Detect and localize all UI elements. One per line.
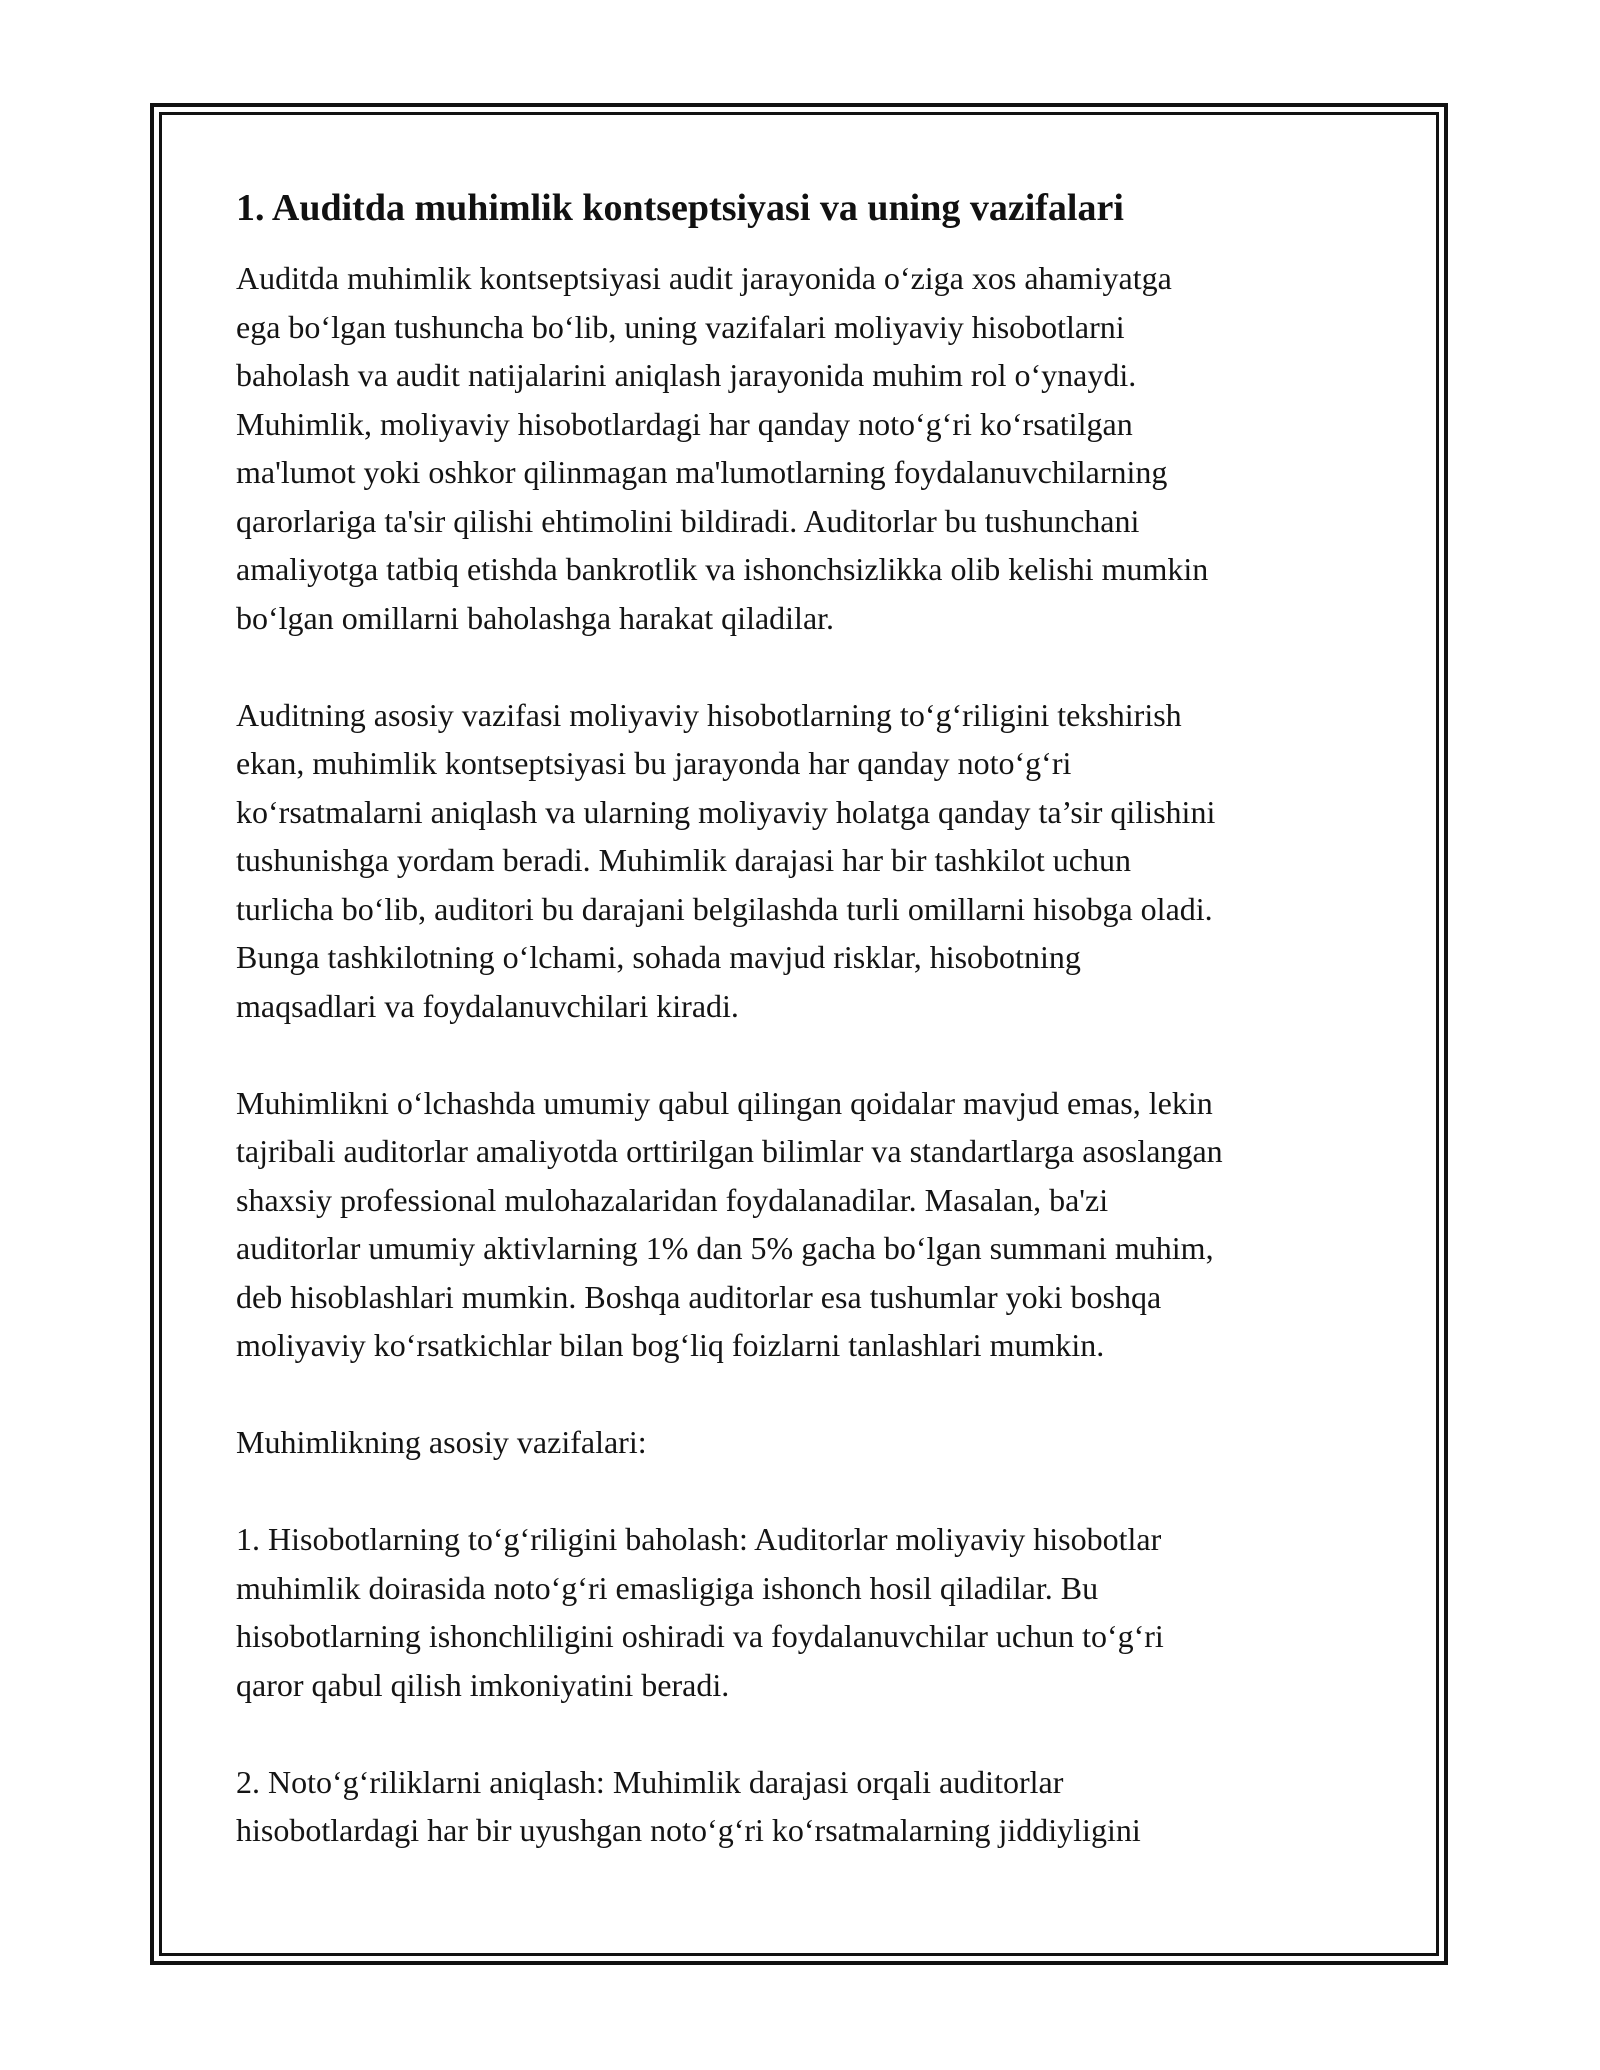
- paragraph-main-task: Auditning asosiy vazifasi moliyaviy hisobotlarning to‘g‘riligini tekshirish ekan, muhimlik kontseptsiyasi bu jarayonda har qanday noto‘g‘ri ko‘rsatmalarni aniqlash va ularning moliyaviy holatga qanday ta’sir qilishini tushunishga yordam beradi. Muhimlik darajasi har bir tashkilot uchun turlicha bo‘lib, auditori bu darajani belgilashda turli omillarni hisobga oladi. Bunga tashkilotning o‘lchami, sohada mavjud risklar, hisobotning maqsadlari va foydalanuvchilari kiradi.: [236, 696, 1216, 1024]
- document-body: [236, 184, 1386, 1855]
- paragraph-tasks-intro: Muhimlikning asosiy vazifalari:: [236, 1424, 647, 1460]
- paragraph-measurement: Muhimlikni o‘lchashda umumiy qabul qilingan qoidalar mavjud emas, lekin tajribali auditorlar amaliyotda orttirilgan bilimlar va standartlarga asoslangan shaxsiy professional mulohazalaridan foydalanadilar. Masalan, ba'zi auditorlar umumiy aktivlarning 1% dan 5% gacha bo‘lgan summani muhim, deb hisoblashlari mumkin. Boshqa auditorlar esa tushumlar yoki boshqa moliyaviy ko‘rsatkichlar bilan bog‘liq foizlarni tanlashlari mumkin.: [236, 1084, 1223, 1363]
- section-heading: 1. Auditda muhimlik kontseptsiyasi va uning vazifalari: [236, 187, 1124, 229]
- list-item-2: 2. Noto‘g‘riliklarni aniqlash: Muhimlik darajasi orqali auditorlar hisobotlardagi har bir uyushgan noto‘g‘ri ko‘rsatmalarning jiddiyligini: [236, 1763, 1141, 1848]
- list-item-1: 1. Hisobotlarning to‘g‘riligini baholash: Auditorlar moliyaviy hisobotlar muhimlik doirasida noto‘g‘ri emasligiga ishonch hosil qiladilar. Bu hisobotlarning ishonchliligini oshiradi va foydalanuvchilar uchun to‘g‘ri qaror qabul qilish imkoniyatini beradi.: [236, 1521, 1164, 1703]
- paragraph-intro: Auditda muhimlik kontseptsiyasi audit jarayonida o‘ziga xos ahamiyatga ega bo‘lgan tushuncha bo‘lib, uning vazifalari moliyaviy hisobotlarni baholash va audit natijalarini aniqlash jarayonida muhim rol o‘ynaydi. Muhimlik, moliyaviy hisobotlardagi har qanday noto‘g‘ri ko‘rsatilgan ma'lumot yoki oshkor qilinmagan ma'lumotlarning foydalanuvchilarning qarorlariga ta'sir qilishi ehtimolini bildiradi. Auditorlar bu tushunchani amaliyotga tatbiq etishda bankrotlik va ishonchsizlikka olib kelishi mumkin bo‘lgan omillarni baholashga harakat qiladilar.: [236, 260, 1209, 636]
